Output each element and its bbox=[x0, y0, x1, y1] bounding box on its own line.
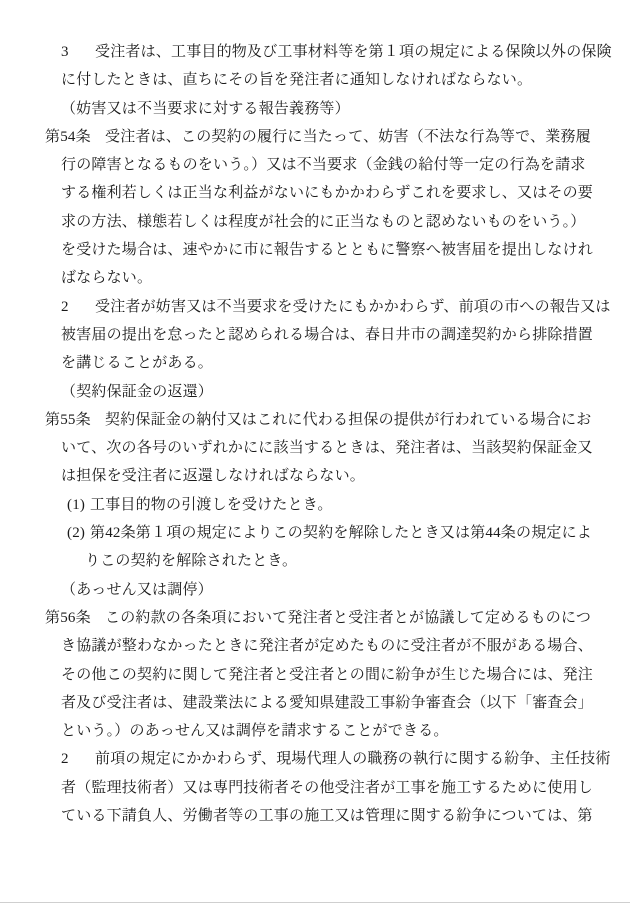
text-line bbox=[45, 38, 620, 66]
line-text: 求の方法、様態若しくは程度が社会的に正当なものと認めないものをいう。） bbox=[61, 213, 586, 230]
text-line bbox=[45, 717, 620, 745]
line-text: いて、次の各号のいずれかにに該当するときは、発注者は、当該契約保証金又 bbox=[61, 440, 593, 457]
line-text: 行の障害となるものをいう。）又は不当要求（金銭の給付等一定の行為を請求 bbox=[61, 157, 586, 174]
line-number: 2 bbox=[61, 751, 69, 768]
text-line bbox=[45, 689, 620, 717]
text-line bbox=[45, 661, 620, 689]
line-number: 第55条 bbox=[45, 411, 91, 428]
line-text: （妨害又は不当要求に対する報告義務等） bbox=[61, 100, 350, 117]
line-text: 第42条第１項の規定によりこの契約を解除したとき又は第44条の規定によ bbox=[90, 525, 593, 542]
text-line bbox=[45, 293, 620, 321]
text-line bbox=[45, 179, 620, 207]
text-line bbox=[45, 519, 620, 547]
line-text: ばならない。 bbox=[61, 270, 153, 287]
line-text: する権利若しくは正当な利益がないにもかかわらずこれを要求し、又はその要 bbox=[61, 185, 594, 202]
text-line bbox=[45, 434, 620, 462]
text-line bbox=[45, 264, 620, 292]
line-text: を講じることがある。 bbox=[61, 355, 214, 372]
line-text: に付したときは、直ちにその旨を発注者に通知しなければならない。 bbox=[61, 72, 533, 89]
line-text: 工事目的物の引渡しを受けたとき。 bbox=[90, 496, 333, 513]
line-number: (1) bbox=[67, 496, 86, 513]
line-text: この約款の各条項において発注者と受注者とが協議して定めるものにつ bbox=[105, 609, 592, 626]
line-text: 受注者は、工事目的物及び工事材料等を第１項の規定による保険以外の保険 bbox=[95, 44, 612, 60]
text-line bbox=[45, 321, 620, 349]
line-text: 受注者が妨害又は不当要求を受けたにもかかわらず、前項の市への報告又は bbox=[95, 298, 611, 315]
line-text: （あっせん又は調停） bbox=[61, 581, 213, 598]
text-line bbox=[45, 123, 620, 151]
line-text: ている下請負人、労働者等の工事の施工又は管理に関する紛争については、第 bbox=[61, 808, 593, 825]
line-text: き協議が整わなかったときに発注者が定めたものに受注者が不服がある場合、 bbox=[61, 638, 594, 655]
line-number: (2) bbox=[67, 525, 86, 542]
text-line bbox=[45, 236, 620, 264]
line-text: 前項の規定にかかわらず、現場代理人の職務の執行に関する紛争、主任技術 bbox=[95, 751, 611, 768]
text-line bbox=[45, 462, 620, 490]
text-line bbox=[45, 349, 620, 377]
line-number: 第56条 bbox=[45, 609, 91, 626]
line-text: 契約保証金の納付又はこれに代わる担保の提供が行われている場合にお bbox=[105, 411, 592, 428]
line-text: 受注者は、この契約の履行に当たって、妨害（不法な行為等で、業務履 bbox=[105, 128, 591, 145]
text-line bbox=[45, 151, 620, 179]
text-line bbox=[45, 802, 620, 830]
text-line bbox=[45, 547, 620, 575]
text-line bbox=[45, 604, 620, 632]
line-text: その他この契約に関して発注者と受注者との間に紛争が生じた場合には、発注 bbox=[61, 666, 594, 683]
text-line bbox=[45, 208, 620, 236]
line-number: 3 bbox=[61, 44, 69, 60]
text-line bbox=[45, 576, 620, 604]
line-text: 者及び受注者は、建設業法による愛知県建設工事紛争審査会（以下「審査会」 bbox=[61, 694, 594, 711]
text-line bbox=[45, 632, 620, 660]
line-text: （契約保証金の返還） bbox=[61, 383, 214, 400]
line-number: 2 bbox=[61, 298, 69, 315]
text-line bbox=[45, 491, 620, 519]
line-text: は担保を受注者に返還しなければならない。 bbox=[61, 468, 366, 485]
text-line bbox=[45, 95, 620, 123]
text-line bbox=[45, 406, 620, 434]
line-text: 被害届の提出を怠ったと認められる場合は、春日井市の調達契約から排除措置 bbox=[61, 326, 594, 343]
line-text: 者（監理技術者）又は専門技術者その他受注者が工事を施工するために使用し bbox=[61, 779, 594, 796]
line-text: りこの契約を解除されたとき。 bbox=[85, 553, 298, 570]
text-line bbox=[45, 378, 620, 406]
text-line bbox=[45, 774, 620, 802]
text-line bbox=[45, 66, 620, 94]
document-body bbox=[45, 38, 620, 830]
line-number: 第54条 bbox=[45, 128, 91, 145]
line-text: を受けた場合は、速やかに市に報告するとともに警察へ被害届を提出しなけれ bbox=[61, 242, 594, 259]
text-line bbox=[45, 745, 620, 773]
line-text: という。）のあっせん又は調停を請求することができる。 bbox=[61, 723, 449, 740]
